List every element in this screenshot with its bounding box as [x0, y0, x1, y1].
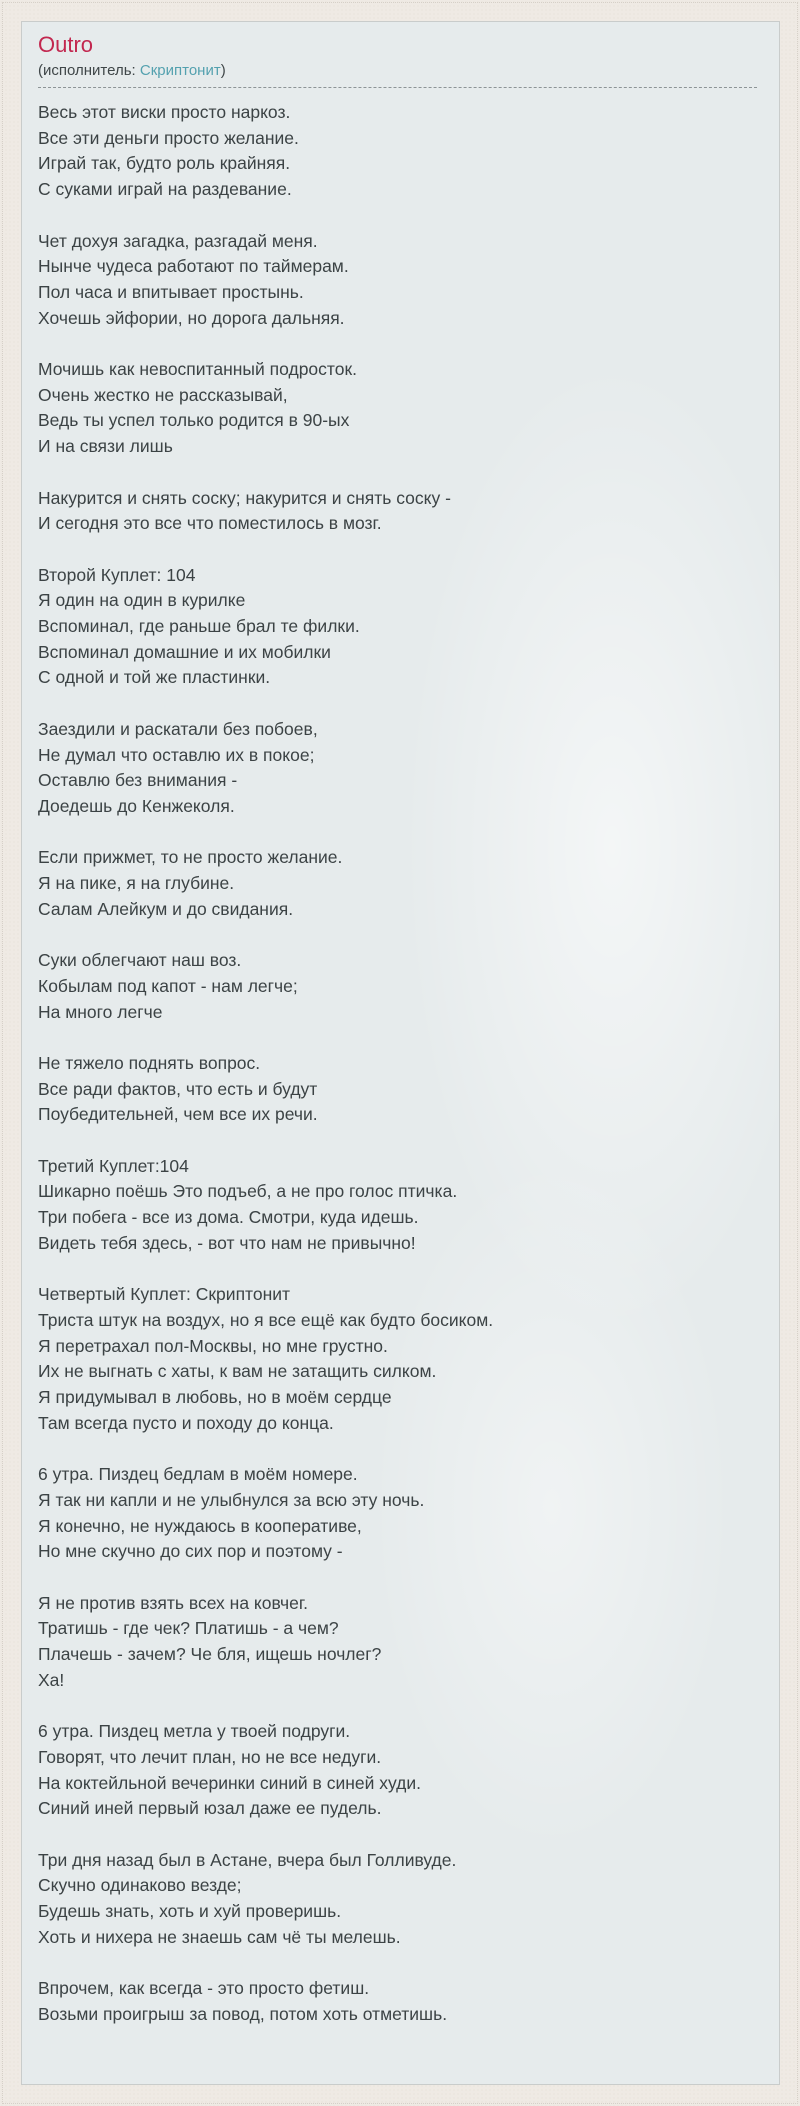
lyric-line: Я один на один в курилке — [38, 590, 246, 611]
stanza — [38, 1051, 757, 1128]
artist-suffix: ) — [220, 62, 226, 79]
lyric-line: Не думал что оставлю их в покое; — [38, 744, 315, 765]
lyric-line: Синий иней первый юзал даже ее пудель. — [38, 1798, 382, 1819]
lyric-line: С суками играй на раздевание. — [38, 179, 292, 200]
lyric-line: Нынче чудеса работают по таймерам. — [38, 256, 349, 277]
lyric-line: Мочишь как невоспитанный подросток. — [38, 359, 357, 379]
lyric-line: На много легче — [38, 1001, 163, 1022]
lyric-line: Их не выгнать с хаты, к вам не затащить силком. — [38, 1361, 437, 1382]
lyric-line: Плачешь - зачем? Че бля, ищешь ночлег? — [38, 1644, 382, 1664]
lyric-line: Пол часа и впитывает простынь. — [38, 281, 304, 302]
lyric-line: Триста штук на воздух, но я все ещё как будто босиком. — [38, 1309, 494, 1330]
stanza — [38, 845, 757, 922]
stanza — [38, 1154, 757, 1257]
lyric-line: Накурится и снять соску; накурится и снять соску - — [38, 487, 451, 508]
lyric-line: Шикарно поёшь Это подъеб, а не про голос птичка. — [38, 1181, 458, 1202]
lyric-line: Вспоминал домашние и их мобилки — [38, 641, 331, 662]
lyrics-text — [38, 100, 757, 2028]
lyric-line: С одной и той же пластинки. — [38, 667, 271, 688]
lyric-line: И сегодня это все что поместилось в мозг. — [38, 513, 382, 534]
lyric-line: Тратишь - где чек? Платишь - а чем? — [38, 1618, 339, 1639]
lyric-line: Скучно одинаково везде; — [38, 1875, 242, 1896]
lyrics-card — [21, 21, 780, 2085]
lyric-line: Второй Куплет: 104 — [38, 564, 196, 585]
stanza — [38, 1719, 757, 1822]
lyric-line: Играй так, будто роль крайняя. — [38, 153, 291, 174]
stanza — [38, 357, 757, 460]
lyric-line: Все ради фактов, что есть и будут — [38, 1078, 318, 1099]
stanza — [38, 1591, 757, 1694]
lyric-line: Ха! — [38, 1669, 65, 1690]
lyric-line: Я конечно, не нуждаюсь в кооперативе, — [38, 1515, 362, 1536]
lyric-line: Четвертый Куплет: Скриптонит — [38, 1284, 291, 1305]
lyric-line: Суки облегчают наш воз. — [38, 950, 242, 971]
lyric-line: Поубедительней, чем все их речи. — [38, 1104, 318, 1125]
stanza — [38, 486, 757, 537]
lyric-line: Весь этот виски просто наркоз. — [38, 102, 291, 122]
lyric-line: Хочешь эйфории, но дорога дальняя. — [38, 307, 345, 328]
artist-prefix: (исполнитель: — [38, 62, 140, 79]
song-title: Outro — [38, 32, 94, 57]
lyric-line: Я перетрахал пол-Москвы, но мне грустно. — [38, 1335, 388, 1356]
lyric-line: Ведь ты успел только родится в 90-ых — [38, 410, 350, 431]
lyric-line: Три дня назад был в Астане, вчера был Голливуде. — [38, 1849, 457, 1870]
stanza — [38, 1282, 757, 1436]
lyric-line: 6 утра. Пиздец бедлам в моём номере. — [38, 1464, 358, 1485]
stanza — [38, 100, 757, 203]
lyric-line: Чет дохуя загадка, разгадай меня. — [38, 230, 318, 251]
lyric-line: Заездили и раскатали без побоев, — [38, 718, 318, 739]
lyric-line: Я на пике, я на глубине. — [38, 873, 235, 893]
lyric-line: Все эти деньги просто желание. — [38, 127, 299, 148]
lyric-line: Впрочем, как всегда - это просто фетиш. — [38, 1978, 370, 1999]
lyric-line: Доедешь до Кенжеколя. — [38, 795, 235, 816]
artist-line — [38, 61, 757, 88]
lyric-line: Я не против взять всех на ковчег. — [38, 1592, 308, 1613]
stanza — [38, 563, 757, 692]
lyric-line: Будешь знать, хоть и хуй проверишь. — [38, 1901, 342, 1921]
lyric-line: Я так ни капли и не улыбнулся за всю эту ночь. — [38, 1489, 425, 1510]
lyric-line: Салам Алейкум и до свидания. — [38, 898, 294, 919]
lyric-line: Третий Куплет:104 — [38, 1155, 189, 1176]
lyric-line: Вспоминал, где раньше брал те филки. — [38, 616, 360, 636]
stanza — [38, 1462, 757, 1565]
artist-link[interactable]: Скриптонит — [139, 62, 221, 79]
lyric-line: Три побега - все из дома. Смотри, куда идешь. — [38, 1207, 419, 1228]
lyric-line: Хоть и нихера не знаешь сам чё ты мелешь. — [38, 1926, 401, 1947]
lyric-line: Очень жестко не рассказывай, — [38, 384, 288, 405]
stanza — [38, 717, 757, 820]
lyric-line: Там всегда пусто и походу до конца. — [38, 1412, 334, 1433]
stanza — [38, 948, 757, 1025]
lyric-line: Я придумывал в любовь, но в моём сердце — [38, 1387, 392, 1407]
lyric-line: И на связи лишь — [38, 436, 173, 457]
lyric-line: Видеть тебя здесь, - вот что нам не привычно! — [38, 1232, 416, 1253]
stanza — [38, 1976, 757, 2027]
lyric-line: На коктейльной вечеринки синий в синей худи. — [38, 1772, 422, 1793]
stanza — [38, 1848, 757, 1951]
lyric-line: Если прижмет, то не просто желание. — [38, 847, 343, 868]
lyric-line: Не тяжело поднять вопрос. — [38, 1052, 261, 1073]
lyric-line: Но мне скучно до сих пор и поэтому - — [38, 1541, 343, 1562]
song-header — [38, 31, 757, 88]
lyric-line: Кобылам под капот - нам легче; — [38, 975, 298, 996]
lyric-line: 6 утра. Пиздец метла у твоей подруги. — [38, 1721, 351, 1742]
stanza — [38, 229, 757, 332]
lyric-line: Возьми проигрыш за повод, потом хоть отметишь. — [38, 2003, 448, 2024]
lyric-line: Говорят, что лечит план, но не все недуги. — [38, 1746, 382, 1767]
lyric-line: Оставлю без внимания - — [38, 770, 238, 791]
